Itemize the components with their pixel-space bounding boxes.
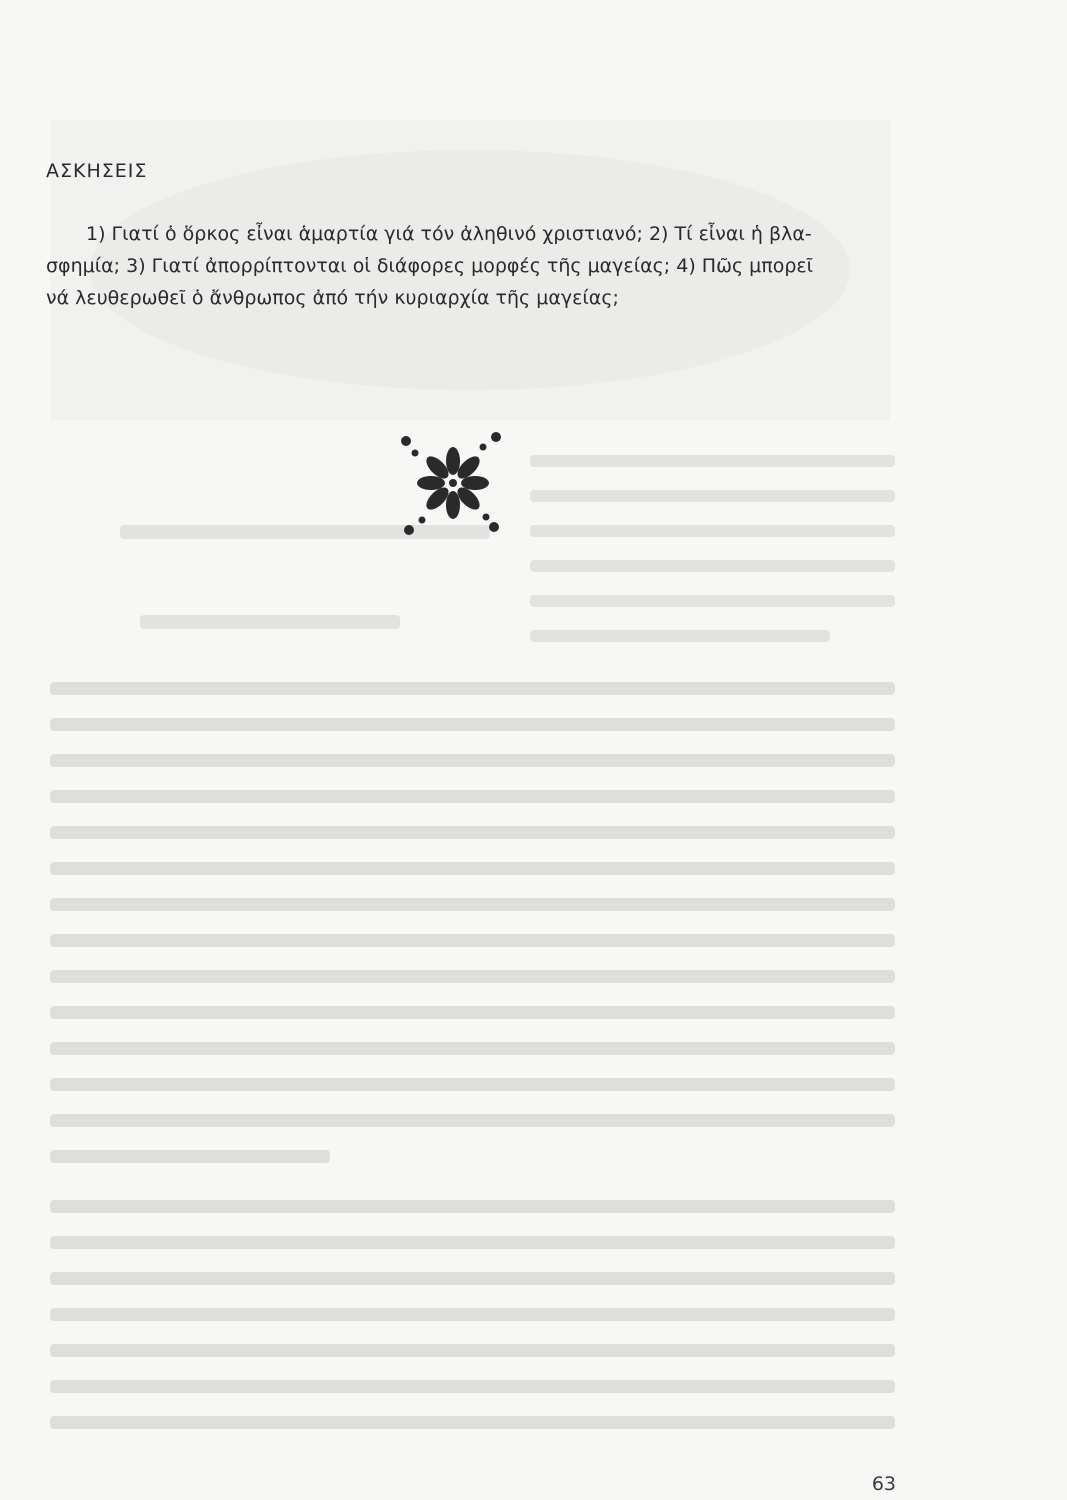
asterisk-flower-ornament-icon bbox=[396, 428, 510, 542]
exercise-paragraph bbox=[46, 218, 896, 314]
section-heading: ΑΣΚΗΣΕΙΣ bbox=[46, 160, 148, 182]
exercise-line-3: νά λευθερωθεῖ ὁ ἄνθρωπος ἀπό τήν κυριαρχία τῆς μαγείας; bbox=[46, 287, 619, 309]
exercise-line-2: σφημία; 3) Γιατί ἀπορρίπτονται οἱ διάφορες μορφές τῆς μαγείας; 4) Πῶς μπορεῖ bbox=[46, 255, 814, 277]
exercise-line-1: 1) Γιατί ὁ ὅρκος εἶναι ἁμαρτία γιά τόν ἀληθινό χριστιανό; 2) Τί εἶναι ἡ βλα- bbox=[86, 223, 812, 245]
page-number: 63 bbox=[871, 1473, 896, 1495]
